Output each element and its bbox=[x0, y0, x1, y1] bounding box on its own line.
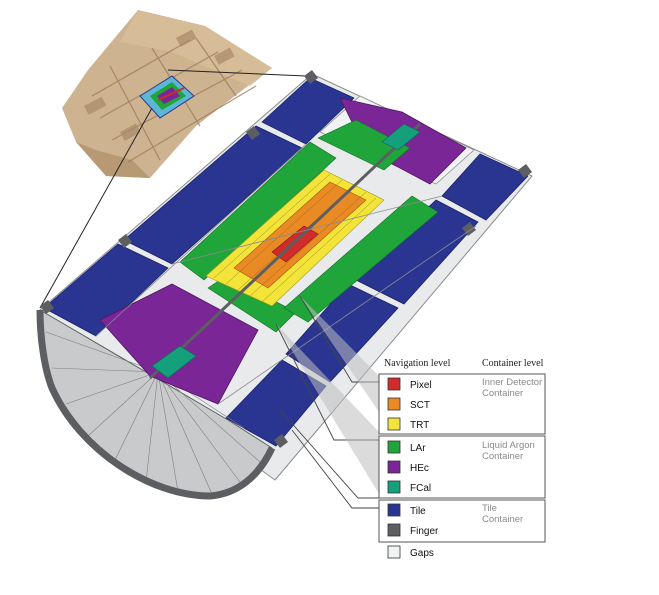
legend-swatch-hec bbox=[388, 461, 400, 473]
legend-swatch-pixel bbox=[388, 378, 400, 390]
legend-container-liquid-argon-2: Container bbox=[482, 451, 524, 462]
legend-label-finger: Finger bbox=[410, 526, 439, 537]
legend-container-inner-detector-2: Container bbox=[482, 388, 524, 399]
legend-label-tile: Tile bbox=[410, 506, 426, 517]
legend-swatch-finger bbox=[388, 524, 400, 536]
legend-label-fcal: FCal bbox=[410, 483, 432, 494]
legend-container-liquid-argon-1: Liquid Argon bbox=[482, 440, 535, 451]
legend-swatch-tile bbox=[388, 504, 400, 516]
legend-label-trt: TRT bbox=[410, 420, 430, 431]
legend-label-lar: LAr bbox=[410, 443, 426, 454]
legend bbox=[379, 358, 545, 559]
legend-container-inner-detector-1: Inner Detector bbox=[482, 377, 543, 388]
legend-label-gaps: Gaps bbox=[410, 548, 434, 559]
legend-swatch-trt bbox=[388, 418, 400, 430]
legend-container-header: Container level bbox=[482, 358, 544, 369]
legend-label-sct: SCT bbox=[410, 400, 430, 411]
legend-swatch-gaps bbox=[388, 546, 400, 558]
legend-swatch-lar bbox=[388, 441, 400, 453]
legend-container-tile-1: Tile bbox=[482, 503, 497, 514]
legend-swatch-fcal bbox=[388, 481, 400, 493]
legend-nav-header: Navigation level bbox=[384, 358, 451, 369]
legend-container-tile-2: Container bbox=[482, 514, 524, 525]
legend-label-pixel: Pixel bbox=[410, 380, 432, 391]
legend-label-hec: HEc bbox=[410, 463, 429, 474]
legend-swatch-sct bbox=[388, 398, 400, 410]
